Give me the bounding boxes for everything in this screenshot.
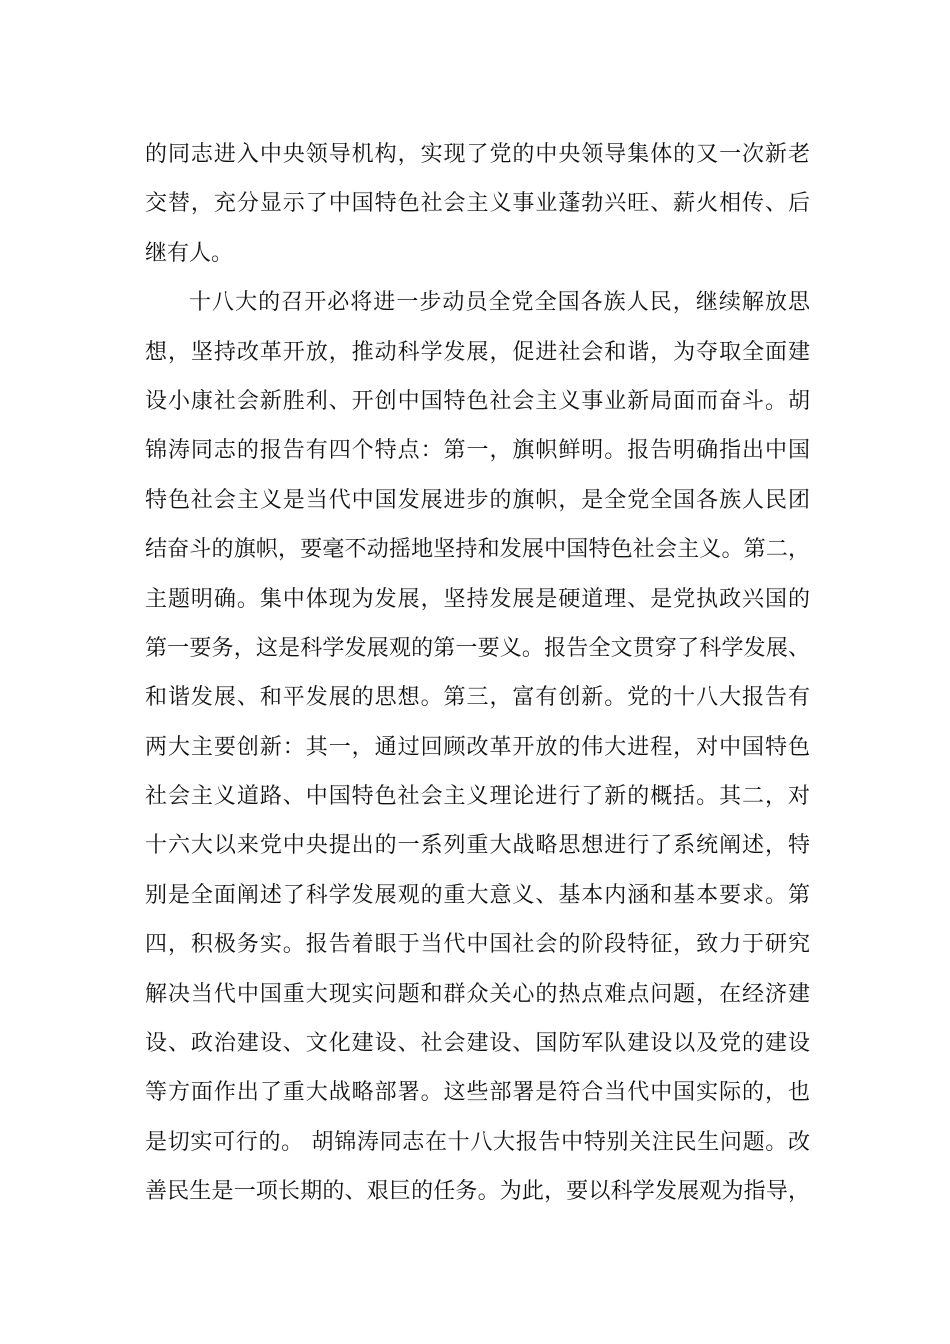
text-line: 的同志进入中央领导机构，实现了党的中央领导集体的又一次新老 [145, 142, 810, 167]
text-line: 别是全面阐述了科学发展观的重大意义、基本内涵和基本要求。第 [145, 882, 810, 908]
text-line: 两大主要创新：其一，通过回顾改革开放的伟大进程，对中国特色 [145, 734, 810, 760]
text-line: 善民生是一项长期的、艰巨的任务。为此，要以科学发展观为指导， [145, 1179, 810, 1205]
text-line: 主题明确。集中体现为发展，坚持发展是硬道理、是党执政兴国的 [145, 586, 810, 612]
text-line: 交替，充分显示了中国特色社会主义事业蓬勃兴旺、薪火相传、后 [145, 191, 810, 217]
text-line: 结奋斗的旗帜，要毫不动摇地坚持和发展中国特色社会主义。第二， [145, 537, 810, 563]
text-line: 设小康社会新胜利、开创中国特色社会主义事业新局面而奋斗。胡 [145, 388, 810, 414]
text-line: 锦涛同志的报告有四个特点：第一，旗帜鲜明。报告明确指出中国 [145, 438, 810, 464]
text-line: 社会主义道路、中国特色社会主义理论进行了新的概括。其二，对 [145, 784, 810, 810]
text-line: 四，积极务实。报告着眼于当代中国社会的阶段特征，致力于研究 [145, 932, 810, 958]
text-line: 等方面作出了重大战略部署。这些部署是符合当代中国实际的，也 [145, 1080, 810, 1106]
text-line: 特色社会主义是当代中国发展进步的旗帜，是全党全国各族人民团 [145, 487, 810, 513]
text-line: 继有人。 [145, 240, 234, 266]
text-line: 想，坚持改革开放，推动科学发展，促进社会和谐，为夺取全面建 [145, 339, 810, 365]
text-line: 第一要务，这是科学发展观的第一要义。报告全文贯穿了科学发展、 [145, 635, 810, 661]
text-line: 设、政治建设、文化建设、社会建设、国防军队建设以及党的建设 [145, 1031, 810, 1057]
text-line: 和谐发展、和平发展的思想。第三，富有创新。党的十八大报告有 [145, 685, 810, 711]
text-line: 十八大的召开必将进一步动员全党全国各族人民，继续解放思 [189, 290, 810, 316]
text-line: 十六大以来党中央提出的一系列重大战略思想进行了系统阐述，特 [145, 833, 810, 859]
text-line: 是切实可行的。 胡锦涛同志在十八大报告中特别关注民生问题。改 [145, 1129, 810, 1155]
document-body [145, 130, 810, 1217]
text-line: 解决当代中国重大现实问题和群众关心的热点难点问题，在经济建 [145, 981, 810, 1007]
